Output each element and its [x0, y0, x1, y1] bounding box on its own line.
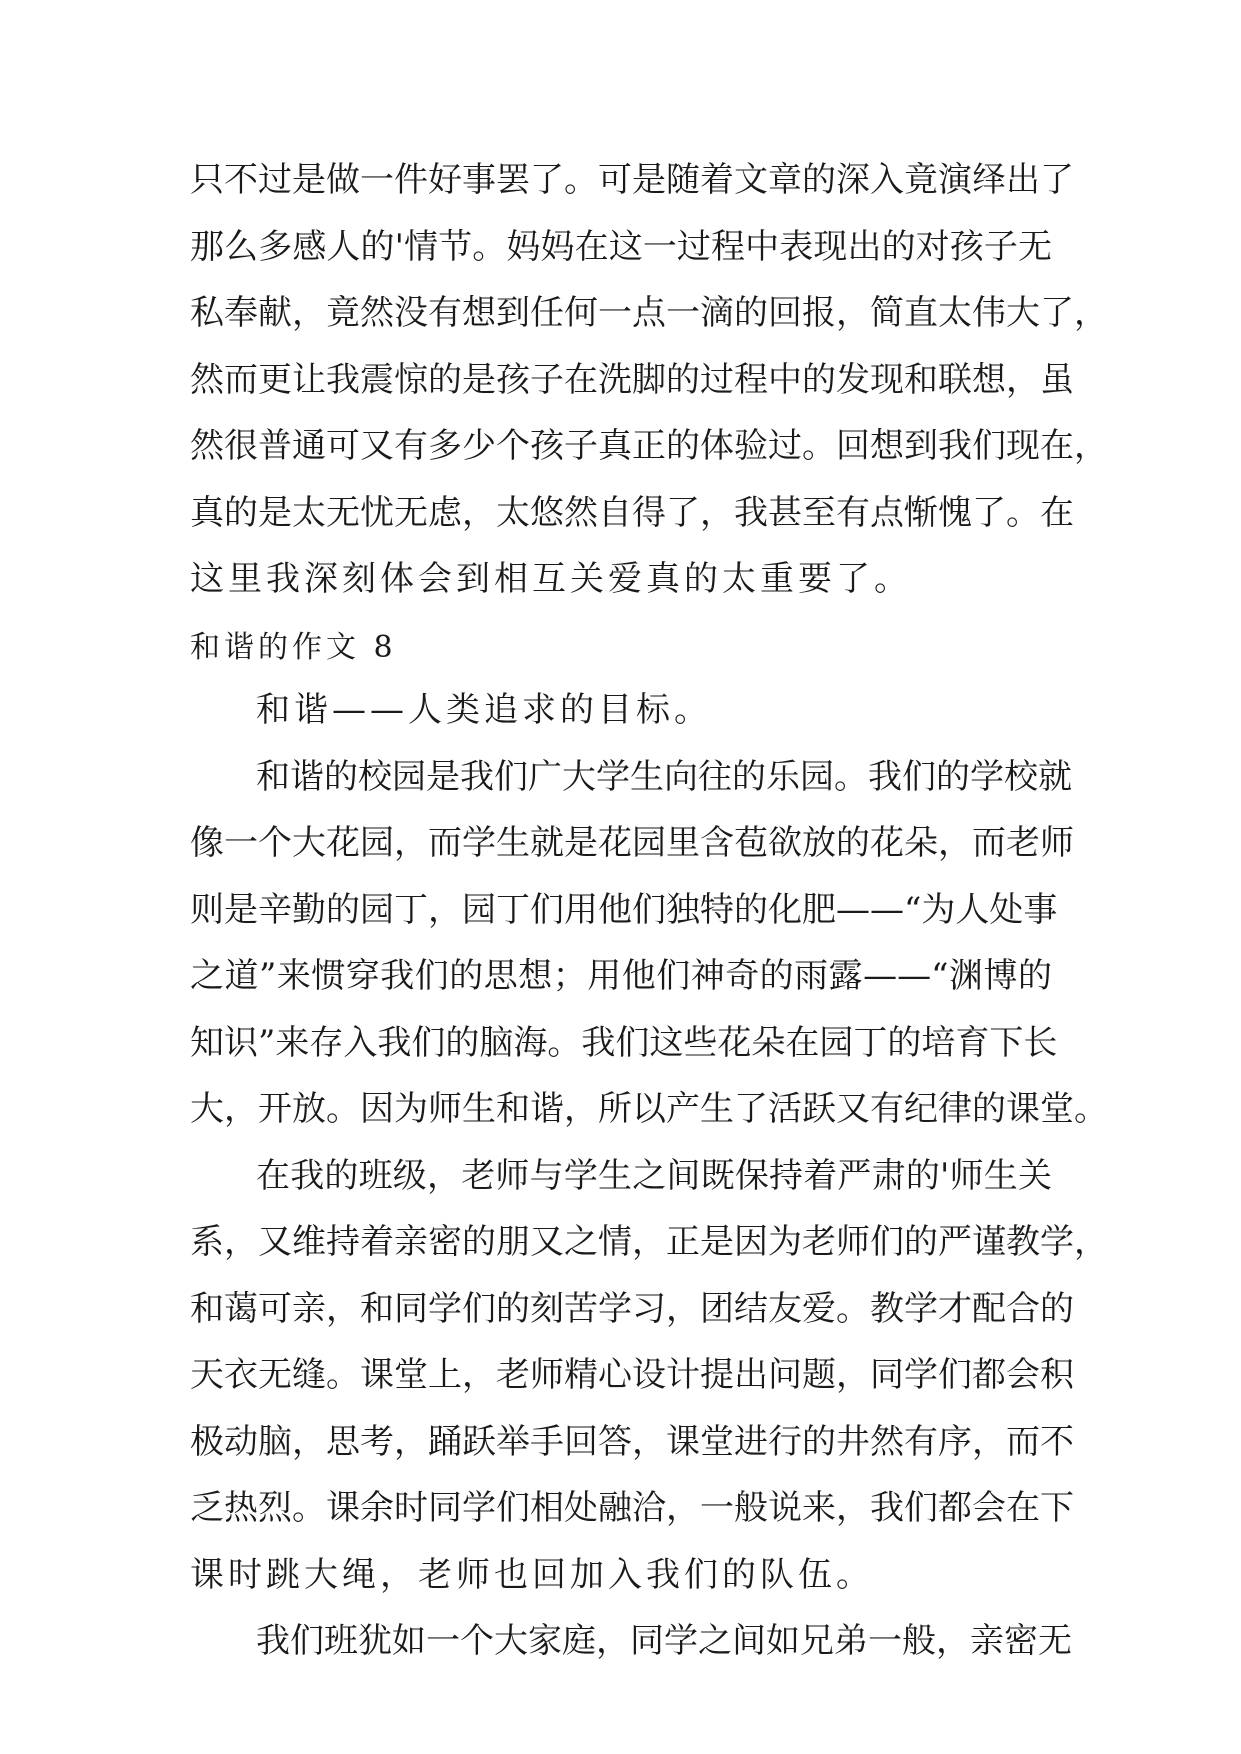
intro-paragraph	[190, 147, 1108, 613]
text-line: 则是辛勤的园丁，园丁们用他们独特的化肥——“为人处事	[190, 889, 1058, 930]
text-line: 私奉献，竟然没有想到任何一点一滴的回报，简直太伟大了，	[190, 293, 1108, 333]
text-line: 系，又维持着亲密的朋又之情，正是因为老师们的严谨教学，	[190, 1222, 1108, 1262]
text-line: 然很普通可又有多少个孩子真正的体验过。回想到我们现在，	[190, 426, 1108, 466]
text-line: 真的是太无忧无虑，太悠然自得了，我甚至有点惭愧了。在	[190, 492, 1074, 533]
text-line: 知识”来存入我们的脑海。我们这些花朵在园丁的培育下长	[190, 1022, 1058, 1063]
text-line: 只不过是做一件好事罢了。可是随着文章的深入竟演绎出了	[190, 160, 1074, 200]
text-line: 那么多感人的'情节。妈妈在这一过程中表现出的对孩子无	[190, 226, 1052, 267]
text-line: 在我的班级，老师与学生之间既保持着严肃的'师生关	[256, 1155, 1052, 1196]
section-body	[190, 677, 1108, 1675]
text-line: 然而更让我震惊的是孩子在洗脚的过程中的发现和联想，虽	[190, 359, 1074, 400]
text-line: 乏热烈。课余时同学们相处融洽，一般说来，我们都会在下	[190, 1488, 1074, 1528]
text-line: 和蔼可亲，和同学们的刻苦学习，团结友爱。教学才配合的	[190, 1288, 1074, 1329]
text-line: 天衣无缝。课堂上，老师精心设计提出问题，同学们都会积	[190, 1355, 1074, 1395]
section-title: 和谐的作文 8	[190, 630, 397, 665]
text-line: 之道”来惯穿我们的思想；用他们神奇的雨露——“渊博的	[190, 956, 1052, 996]
text-line: 我们班犹如一个大家庭，同学之间如兄弟一般，亲密无	[256, 1621, 1072, 1661]
text-line: 极动脑，思考，踊跃举手回答，课堂进行的井然有序，而不	[190, 1421, 1074, 1462]
text-line: 课时跳大绳，老师也回加入我们的队伍。	[190, 1554, 874, 1595]
text-line: 和谐——人类追求的目标。	[256, 690, 712, 730]
text-line: 大，开放。因为师生和谐，所以产生了活跃又有纪律的课堂。	[190, 1089, 1108, 1129]
text-line: 和谐的校园是我们广大学生向往的乐园。我们的学校就	[256, 756, 1072, 797]
text-line: 这里我深刻体会到相互关爱真的太重要了。	[190, 559, 912, 599]
text-line: 像一个大花园，而学生就是花园里含苞欲放的花朵，而老师	[190, 823, 1074, 863]
